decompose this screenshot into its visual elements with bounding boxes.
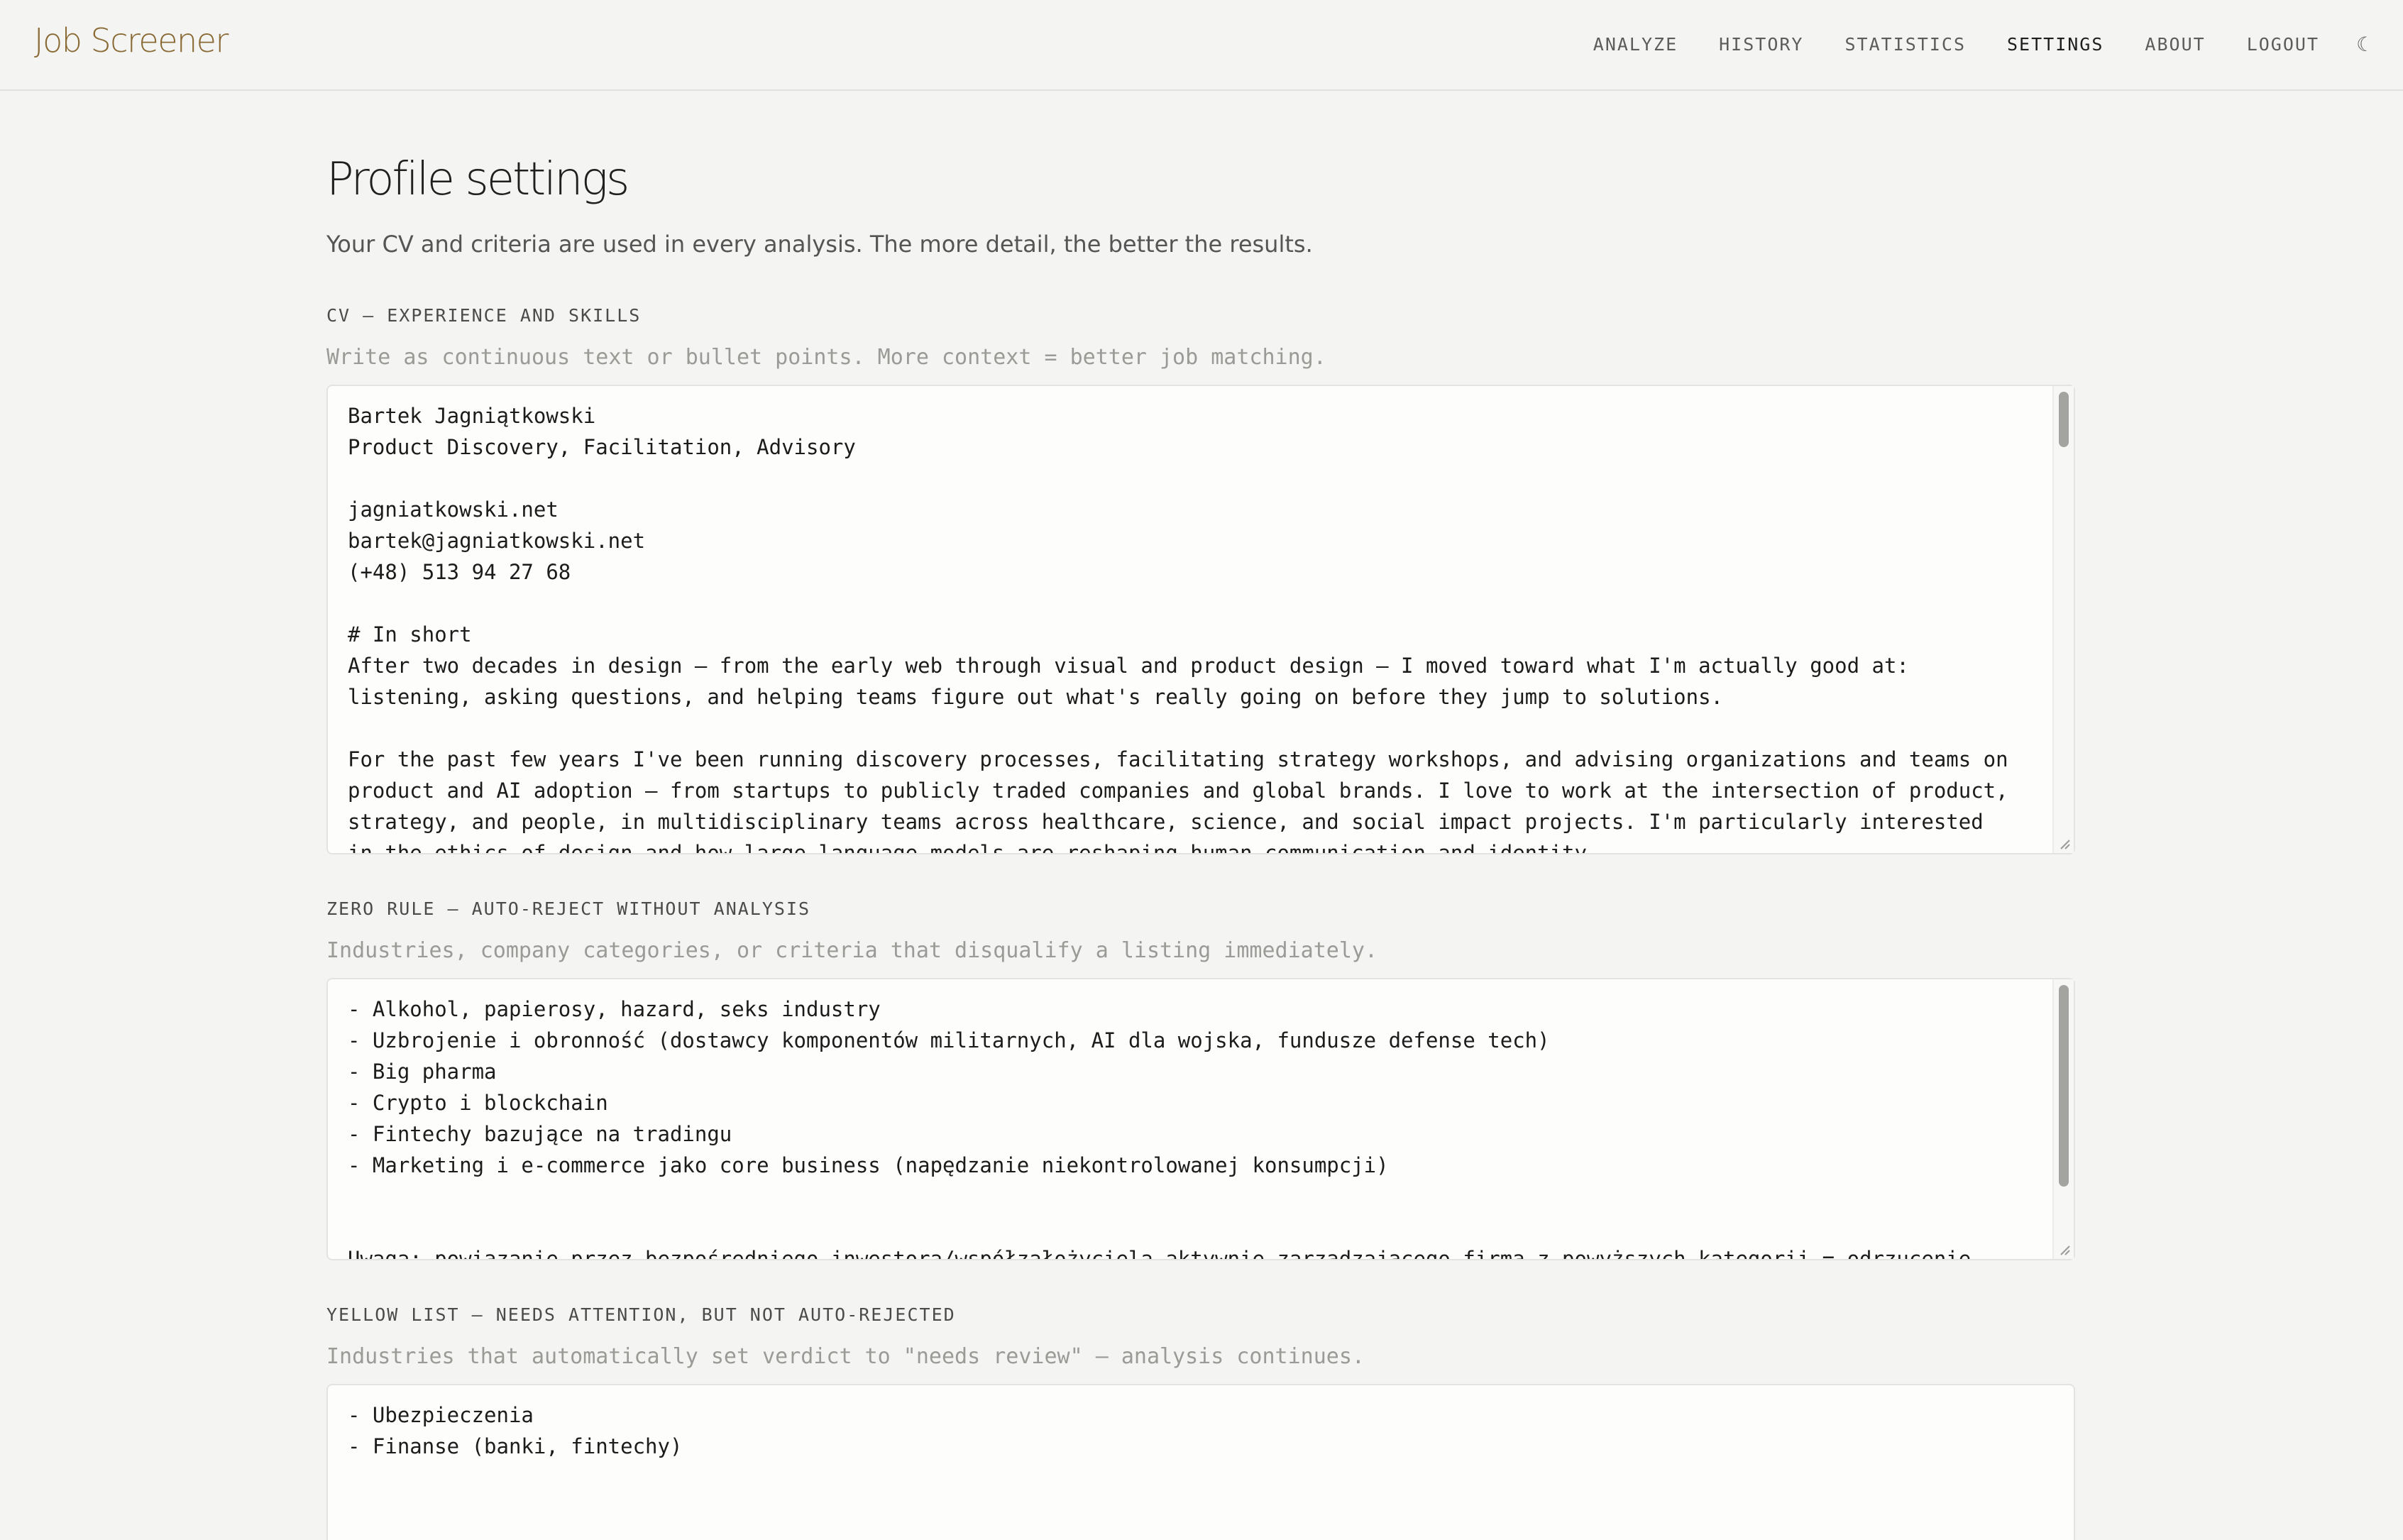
zero-rule-scrollbar[interactable] (2052, 979, 2074, 1259)
zero-rule-textarea[interactable] (328, 979, 2074, 1259)
zero-rule-section-label: ZERO RULE — AUTO-REJECT WITHOUT ANALYSIS (326, 898, 811, 919)
page-subtitle: Your CV and criteria are used in every analysis. The more detail, the better the results. (326, 231, 1313, 258)
nav-statistics[interactable]: STATISTICS (1844, 33, 1966, 55)
resize-handle-icon[interactable] (2058, 837, 2071, 850)
cv-textarea[interactable] (328, 386, 2074, 853)
cv-section (326, 304, 2075, 854)
cv-textarea-container (326, 385, 2075, 854)
zero-rule-section (326, 897, 2075, 1260)
top-navigation-bar (0, 0, 2403, 91)
nav-logout[interactable]: LOGOUT (2246, 33, 2319, 55)
yellow-list-textarea[interactable] (328, 1385, 2074, 1540)
nav-analyze[interactable]: ANALYZE (1593, 33, 1678, 55)
yellow-list-textarea-container (326, 1384, 2075, 1540)
nav-history[interactable]: HISTORY (1719, 33, 1804, 55)
cv-scrollbar-thumb[interactable] (2059, 392, 2069, 447)
nav-about[interactable]: ABOUT (2145, 33, 2206, 55)
cv-scrollbar[interactable] (2052, 386, 2074, 853)
yellow-list-section-hint: Industries that automatically set verdict to "needs review" — analysis continues. (326, 1344, 1365, 1369)
resize-handle-icon[interactable] (2058, 1243, 2071, 1256)
settings-page (326, 91, 2075, 1540)
nav-settings[interactable]: SETTINGS (2007, 33, 2104, 55)
zero-rule-textarea-container (326, 978, 2075, 1260)
brand-logo[interactable]: Job Screener (34, 21, 228, 60)
yellow-list-section (326, 1303, 2075, 1540)
cv-section-hint: Write as continuous text or bullet points. More context = better job matching. (326, 345, 1326, 370)
cv-section-label: CV — EXPERIENCE AND SKILLS (326, 305, 642, 326)
main-nav (1552, 0, 2375, 88)
page-title: Profile settings (326, 153, 628, 206)
moon-icon[interactable]: ☾ (2356, 32, 2375, 56)
zero-rule-scrollbar-thumb[interactable] (2059, 985, 2069, 1187)
zero-rule-section-hint: Industries, company categories, or criteria that disqualify a listing immediately. (326, 938, 1378, 963)
yellow-list-section-label: YELLOW LIST — NEEDS ATTENTION, BUT NOT AUTO-REJECTED (326, 1304, 956, 1325)
